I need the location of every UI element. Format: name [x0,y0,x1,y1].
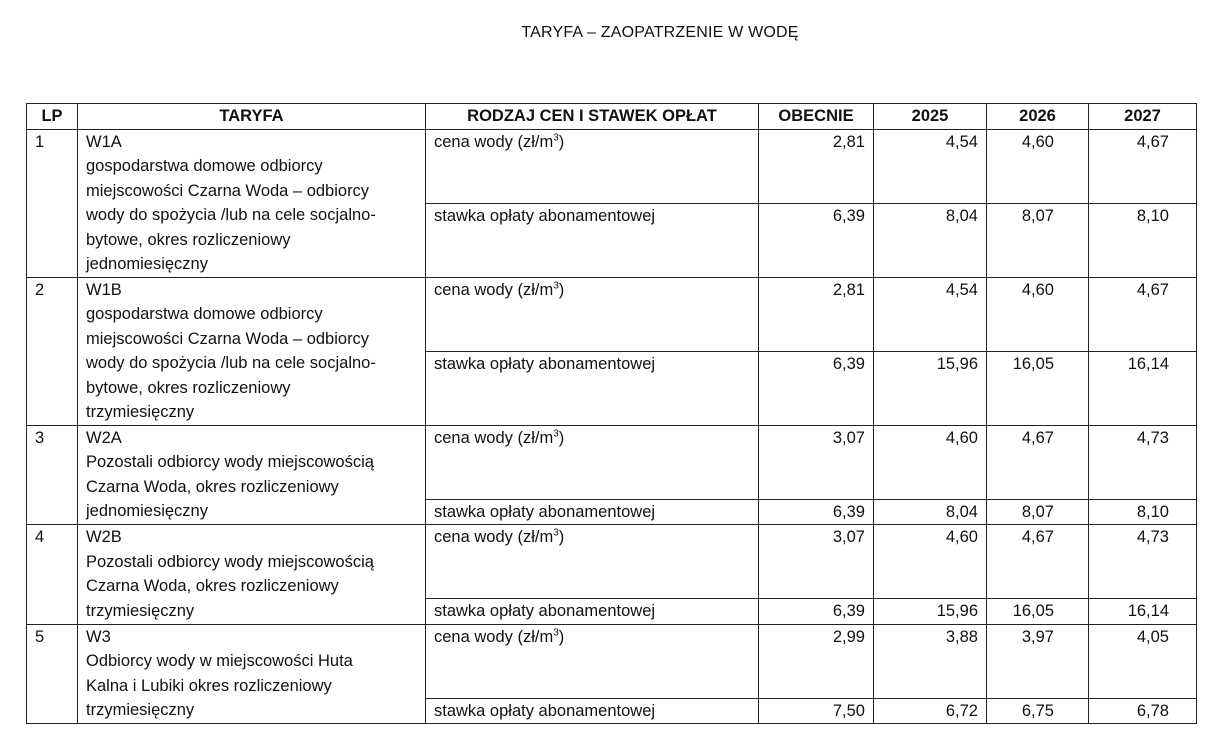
price-y2027-cell: 4,73 [1089,425,1197,499]
tariff-code: W1B [86,280,122,299]
lp-cell: 4 [27,525,78,625]
header-2026: 2026 [987,104,1089,130]
tariff-description-line: jednomiesięczny [86,255,208,273]
subscription-y2027-cell: 6,78 [1089,698,1197,724]
tariff-table-body [27,129,1197,724]
header-rate-type: RODZAJ CEN I STAWEK OPŁAT [426,104,759,130]
rate-type-subscription: stawka opłaty abonamentowej [426,499,759,525]
tariff-description-line: trzymiesięczny [86,403,195,421]
unit-exponent: 3 [553,132,559,143]
price-y2026-cell: 4,60 [987,129,1089,203]
lp-cell: 3 [27,425,78,525]
price-current-cell: 3,07 [759,425,874,499]
subscription-y2026-cell: 16,05 [987,599,1089,625]
tariff-description-line: bytowe, okres rozliczeniowy [86,378,291,397]
rate-type-subscription: stawka opłaty abonamentowej [426,599,759,625]
subscription-y2025-cell: 8,04 [874,499,987,525]
header-2025: 2025 [874,104,987,130]
tariff-description-line: Pozostali odbiorcy wody miejscowością [86,453,374,471]
price-y2027-cell: 4,67 [1089,277,1197,352]
header-current: OBECNIE [759,104,874,130]
header-2027: 2027 [1089,104,1197,130]
rate-type-subscription: stawka opłaty abonamentowej [426,352,759,426]
tariff-description-line: Pozostali odbiorcy wody miejscowością [86,552,374,571]
tariff-description-line: trzymiesięczny [86,601,195,620]
subscription-current-cell: 7,50 [759,698,874,724]
table-row [27,525,1197,599]
subscription-y2025-cell: 15,96 [874,352,987,426]
price-y2025-cell: 4,60 [874,425,987,499]
lp-cell: 1 [27,129,78,277]
tariff-code: W3 [86,627,111,646]
tariff-table [26,103,1197,724]
table-header-row [27,104,1197,130]
price-y2026-cell: 3,97 [987,624,1089,698]
subscription-y2026-cell: 8,07 [987,203,1089,277]
tariff-description-line: wody do spożycia /lub na cele socjalno- [86,354,376,372]
subscription-current-cell: 6,39 [759,499,874,525]
rate-type-price: cena wody $(zł/m^3)$ [426,624,759,698]
price-y2027-cell: 4,73 [1089,525,1197,599]
price-y2026-cell: 4,60 [987,277,1089,352]
price-current-cell: 2,81 [759,277,874,352]
tariff-description-line: Czarna Woda, okres rozliczeniowy [86,577,339,595]
subscription-current-cell: 6,39 [759,203,874,277]
tariff-description-line: Kalna i Lubiki okres rozliczeniowy [86,676,332,695]
tariff-cell [78,129,426,277]
subscription-current-cell: 6,39 [759,352,874,426]
tariff-description-line: jednomiesięczny [86,502,208,520]
tariff-code: W2B [86,528,122,546]
tariff-description-line: miejscowości Czarna Woda – odbiorcy [86,329,370,348]
price-y2026-cell: 4,67 [987,525,1089,599]
subscription-y2025-cell: 15,96 [874,599,987,625]
tariff-description-line: gospodarstwa domowe odbiorcy [86,305,323,323]
rate-type-subscription: stawka opłaty abonamentowej [426,698,759,724]
price-current-cell: 2,81 [759,129,874,203]
price-y2025-cell: 3,88 [874,624,987,698]
tariff-description-line: miejscowości Czarna Woda – odbiorcy [86,181,370,200]
lp-cell: 2 [27,277,78,425]
rate-type-price: cena wody $(zł/m^3)$ [426,425,759,499]
header-lp: LP [27,104,78,130]
subscription-y2027-cell: 8,10 [1089,499,1197,525]
tariff-cell [78,425,426,525]
tariff-cell [78,277,426,425]
rate-type-subscription: stawka opłaty abonamentowej [426,203,759,277]
unit-exponent: 3 [553,428,559,439]
unit-exponent: 3 [553,527,559,539]
document-title: TARYFA – ZAOPATRZENIE W WODĘ [521,24,799,41]
subscription-current-cell: 6,39 [759,599,874,625]
rate-type-price: cena wody $(zł/m^3)$ [426,525,759,599]
price-y2026-cell: 4,67 [987,425,1089,499]
table-row [27,277,1197,352]
tariff-description-line: trzymiesięczny [86,701,195,719]
unit-exponent: 3 [553,280,559,291]
price-y2025-cell: 4,54 [874,277,987,352]
header-tariff: TARYFA [78,104,426,130]
tariff-description-line: Odbiorcy wody w miejscowości Huta [86,652,353,670]
subscription-y2025-cell: 6,72 [874,698,987,724]
tariff-description-line: Czarna Woda, okres rozliczeniowy [86,477,339,496]
subscription-y2026-cell: 16,05 [987,352,1089,426]
subscription-y2027-cell: 16,14 [1089,352,1197,426]
tariff-code: W1A [86,132,122,151]
price-y2025-cell: 4,54 [874,129,987,203]
unit-exponent: 3 [553,627,559,638]
rate-type-price: cena wody $(zł/m^3)$ [426,277,759,352]
price-y2025-cell: 4,60 [874,525,987,599]
rate-type-price: cena wody $(zł/m^3)$ [426,129,759,203]
table-row [27,624,1197,698]
table-row [27,425,1197,499]
table-row [27,129,1197,203]
subscription-y2026-cell: 6,75 [987,698,1089,724]
tariff-description-line: bytowe, okres rozliczeniowy [86,230,291,249]
price-y2027-cell: 4,67 [1089,129,1197,203]
subscription-y2025-cell: 8,04 [874,203,987,277]
subscription-y2027-cell: 8,10 [1089,203,1197,277]
tariff-cell [78,525,426,625]
tariff-code: W2A [86,428,122,447]
tariff-cell [78,624,426,724]
subscription-y2027-cell: 16,14 [1089,599,1197,625]
tariff-description-line: wody do spożycia /lub na cele socjalno- [86,206,376,224]
price-current-cell: 3,07 [759,525,874,599]
price-current-cell: 2,99 [759,624,874,698]
tariff-description-line: gospodarstwa domowe odbiorcy [86,157,323,175]
price-y2027-cell: 4,05 [1089,624,1197,698]
lp-cell: 5 [27,624,78,724]
subscription-y2026-cell: 8,07 [987,499,1089,525]
